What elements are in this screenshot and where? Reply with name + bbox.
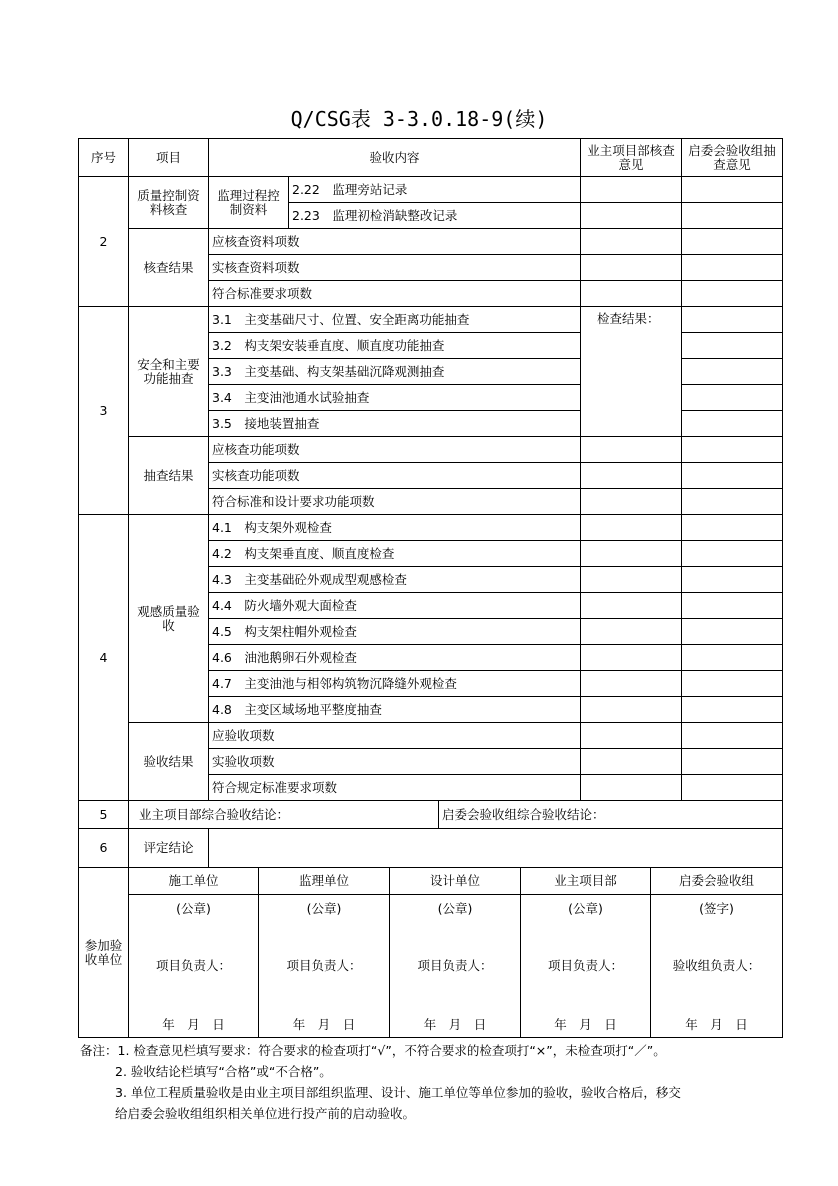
header-no: 序号 [79,139,129,177]
result-label: 实核查功能项数 [209,463,581,489]
owner-opinion[interactable] [581,177,682,203]
date-label: 年 月 日 [292,1017,356,1032]
committee-opinion[interactable] [682,619,783,645]
table-row [79,801,783,829]
owner-opinion[interactable] [581,645,682,671]
table-row [79,829,783,868]
owner-opinion[interactable] [581,463,682,489]
section-item: 质量控制资料核查 [129,177,209,229]
committee-opinion[interactable] [682,203,783,229]
section-item: 观感质量验收 [129,515,209,723]
owner-opinion[interactable] [581,229,682,255]
check-item: 4.4 防火墙外观大面检查 [209,593,581,619]
date-label: 年 月 日 [554,1017,617,1032]
owner-opinion[interactable] [581,541,682,567]
person-label: 项目负责人： [155,958,231,973]
header-item: 项目 [129,139,209,177]
person-label: 项目负责人： [286,958,362,973]
check-item: 3.5 接地装置抽查 [209,411,581,437]
table-row [79,515,783,541]
committee-opinion[interactable] [682,671,783,697]
note-3: 3. 单位工程质量验收是由业主项目部组织监理、设计、施工单位等单位参加的验收，验收合格后，移交 [115,1085,681,1100]
check-item: 3.3 主变基础、构支架基础沉降观测抽查 [209,359,581,385]
result-label: 实核查资料项数 [209,255,581,281]
section-no: 6 [79,829,129,868]
header-owner: 业主项目部核查意见 [581,139,682,177]
result-label: 应核查功能项数 [209,437,581,463]
evaluation-label: 评定结论 [129,829,209,868]
seal-label: (公章) [568,901,603,916]
owner-opinion[interactable] [581,671,682,697]
owner-conclusion-field[interactable]: 业主项目部综合验收结论： [129,801,439,829]
result-label: 应验收项数 [209,723,581,749]
unit-name: 设计单位 [390,868,521,895]
committee-opinion[interactable] [682,437,783,463]
section-no: 2 [79,177,129,307]
check-item: 4.6 油池鹅卵石外观检查 [209,645,581,671]
seal-label: (签字) [699,901,734,916]
table-row [79,177,783,203]
committee-opinion[interactable] [682,333,783,359]
check-item: 4.8 主变区域场地平整度抽查 [209,697,581,723]
committee-conclusion-field[interactable]: 启委会验收组综合验收结论： [439,801,783,829]
evaluation-field[interactable] [209,829,783,868]
result-label: 应核查资料项数 [209,229,581,255]
unit-signature-cell[interactable] [259,895,390,1038]
result-item: 抽查结果 [129,437,209,515]
committee-opinion[interactable] [682,281,783,307]
check-item: 4.5 构支架柱帽外观检查 [209,619,581,645]
committee-opinion[interactable] [682,567,783,593]
owner-opinion[interactable] [581,567,682,593]
owner-opinion[interactable] [581,437,682,463]
person-label: 验收组负责人： [672,958,761,973]
participants-label: 参加验收单位 [79,868,129,1038]
table-header [79,139,783,177]
result-item: 验收结果 [129,723,209,801]
check-item: 4.7 主变油池与相邻构筑物沉降缝外观检查 [209,671,581,697]
check-item: 2.22 监理旁站记录 [289,177,581,203]
participants-header [79,868,783,895]
committee-opinion[interactable] [682,307,783,333]
form-title: Q/CSG表 3-3.0.18-9(续) [290,107,548,131]
section-no: 3 [79,307,129,515]
committee-opinion[interactable] [682,697,783,723]
check-item: 3.4 主变油池通水试验抽查 [209,385,581,411]
committee-opinion[interactable] [682,177,783,203]
owner-opinion[interactable] [581,203,682,229]
check-item: 3.1 主变基础尺寸、位置、安全距离功能抽查 [209,307,581,333]
owner-opinion[interactable] [581,697,682,723]
participants-table [78,867,783,1038]
seal-label: (公章) [306,901,342,916]
owner-opinion[interactable] [581,489,682,515]
person-label: 项目负责人： [547,958,623,973]
owner-opinion[interactable] [581,255,682,281]
table-row [79,307,783,333]
committee-opinion[interactable] [682,463,783,489]
seal-label: (公章) [176,901,211,916]
unit-name: 启委会验收组 [651,868,783,895]
owner-opinion[interactable] [581,281,682,307]
unit-signature-cell[interactable] [651,895,783,1038]
committee-opinion[interactable] [682,749,783,775]
section-no: 4 [79,515,129,801]
sub-item: 监理过程控制资料 [209,177,289,229]
date-label: 年 月 日 [162,1017,225,1032]
unit-name: 业主项目部 [521,868,651,895]
committee-opinion[interactable] [682,411,783,437]
committee-opinion[interactable] [682,385,783,411]
note-2: 2. 验收结论栏填写“合格”或“不合格”。 [115,1064,332,1079]
owner-opinion[interactable] [581,723,682,749]
committee-opinion[interactable] [682,541,783,567]
result-label: 符合标准要求项数 [209,281,581,307]
committee-opinion[interactable] [682,229,783,255]
participants-signature-row [79,895,783,1038]
person-label: 项目负责人： [417,958,493,973]
notes [80,1040,681,1124]
result-label: 实验收项数 [209,749,581,775]
check-item: 4.2 构支架垂直度、顺直度检查 [209,541,581,567]
seal-label: (公章) [437,901,473,916]
check-item: 4.3 主变基础砼外观成型观感检查 [209,567,581,593]
owner-opinion[interactable] [581,775,682,801]
unit-signature-cell[interactable] [521,895,651,1038]
check-item: 4.1 构支架外观检查 [209,515,581,541]
committee-opinion[interactable] [682,359,783,385]
result-label: 符合标准和设计要求功能项数 [209,489,581,515]
note-3-cont: 给启委会验收组组织相关单位进行投产前的启动验收。 [115,1106,416,1121]
owner-opinion[interactable] [581,749,682,775]
table-row [79,723,783,749]
owner-opinion[interactable] [581,593,682,619]
date-label: 年 月 日 [685,1017,748,1032]
committee-opinion[interactable] [682,515,783,541]
result-label: 符合规定标准要求项数 [209,775,581,801]
header-committee: 启委会验收组抽查意见 [682,139,783,177]
committee-opinion[interactable] [682,255,783,281]
header-content: 验收内容 [209,139,581,177]
owner-opinion[interactable] [581,619,682,645]
unit-name: 施工单位 [129,868,259,895]
unit-signature-cell[interactable] [129,895,259,1038]
check-result-field[interactable]: 检查结果： [581,307,682,437]
committee-opinion[interactable] [682,775,783,801]
committee-opinion[interactable] [682,645,783,671]
table-row [79,229,783,255]
unit-name: 监理单位 [259,868,390,895]
committee-opinion[interactable] [682,593,783,619]
date-label: 年 月 日 [423,1017,487,1032]
section-no: 5 [79,801,129,829]
check-item: 3.2 构支架安装垂直度、顺直度功能抽查 [209,333,581,359]
acceptance-table [78,138,783,868]
table-row [79,437,783,463]
result-item: 核查结果 [129,229,209,307]
committee-opinion[interactable] [682,723,783,749]
check-item: 2.23 监理初检消缺整改记录 [289,203,581,229]
owner-opinion[interactable] [581,515,682,541]
note-1: 备注：1. 检查意见栏填写要求：符合要求的检查项打“√”，不符合要求的检查项打“×”，未检查项打“／”。 [80,1043,666,1058]
unit-signature-cell[interactable] [390,895,521,1038]
section-item: 安全和主要功能抽查 [129,307,209,437]
committee-opinion[interactable] [682,489,783,515]
